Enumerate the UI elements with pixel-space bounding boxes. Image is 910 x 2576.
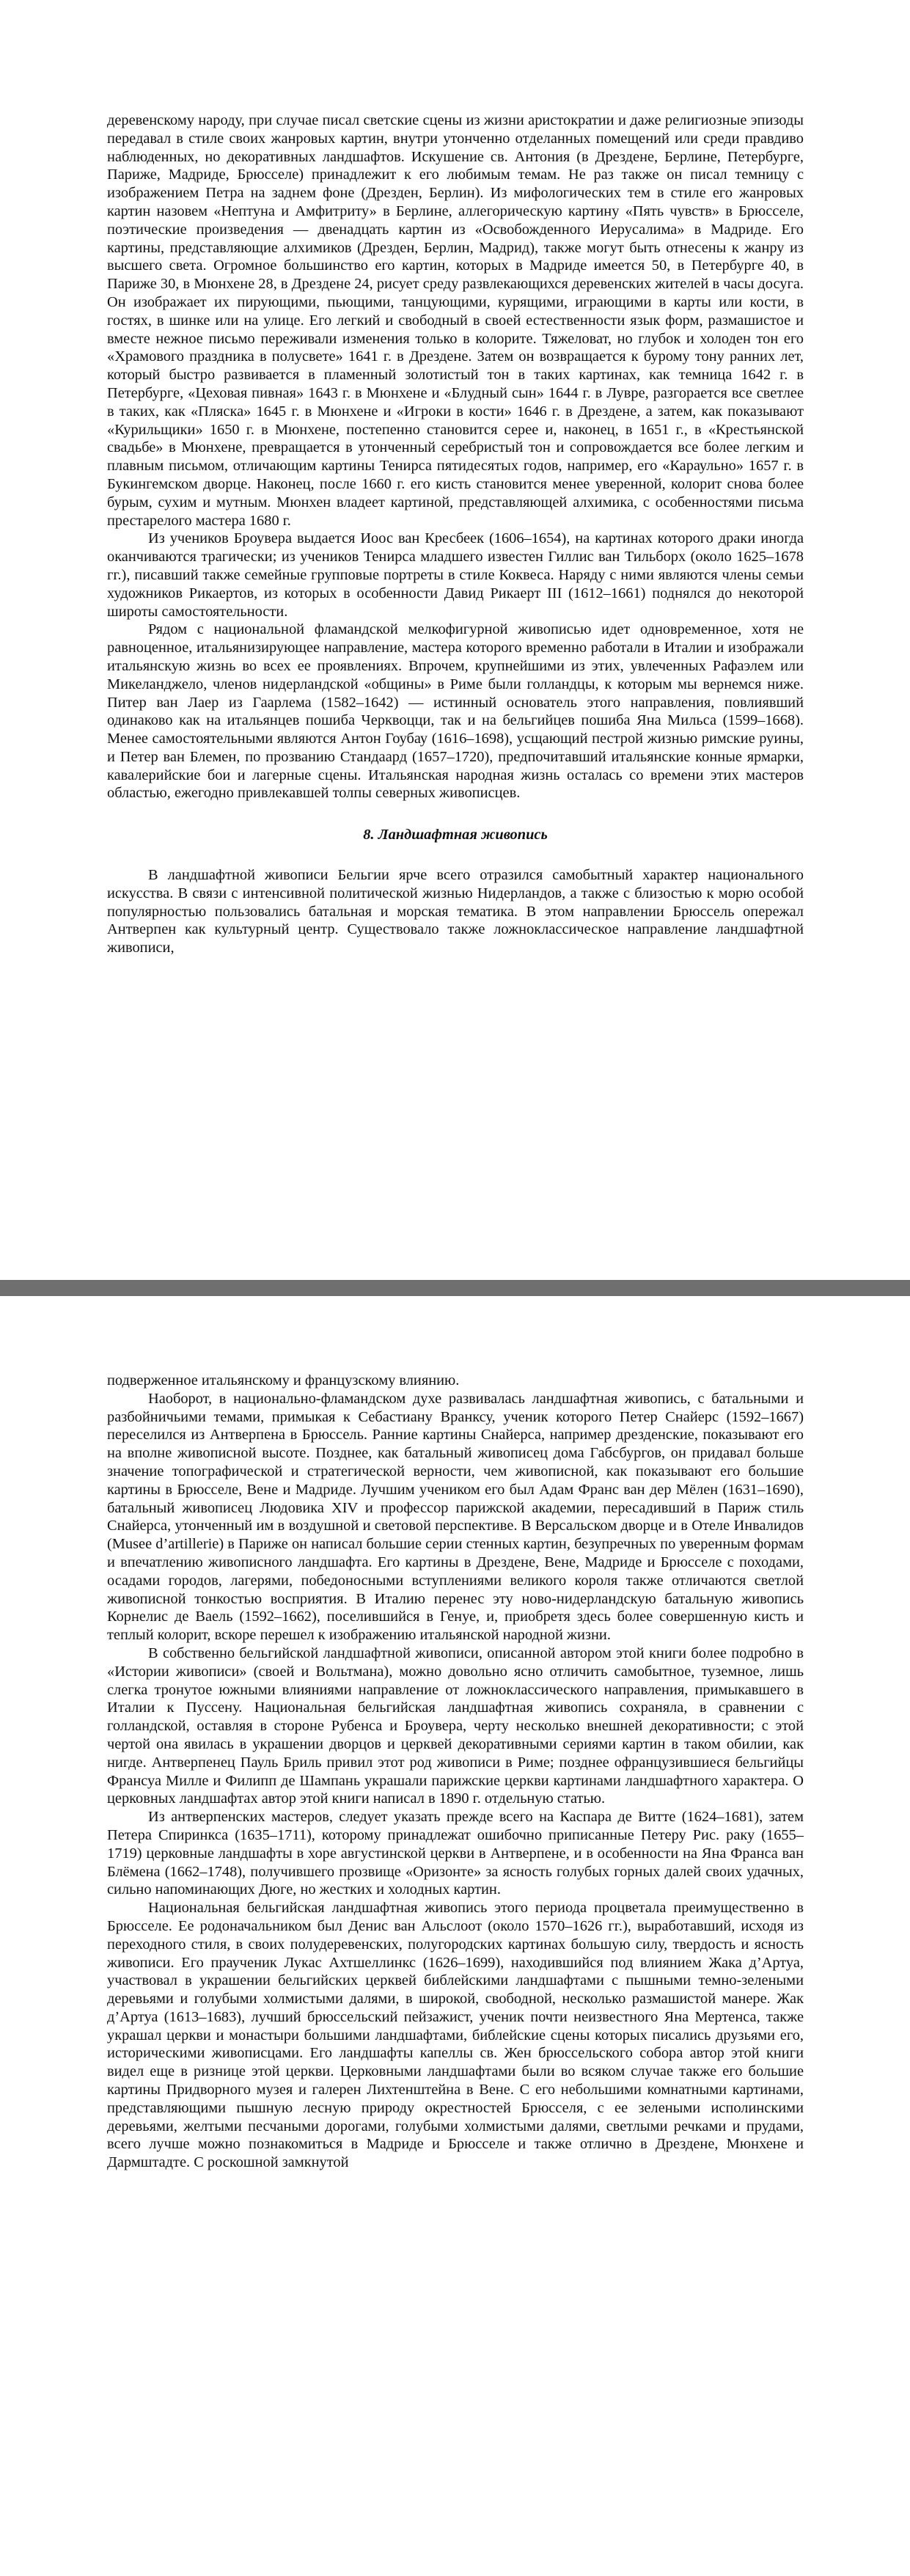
paragraph: Из учеников Броувера выдается Иоос ван Кресбеек (1606–1654), на картинах которого драки иногда оканчиваются трагически; из учеников Тенирса младшего известен Гиллис ван Тильборх (около 1625–1678 гг.), писавший также семейные групповые портреты в стиле Коквеса. Наряду с ними являются члены семьи художников Рикаертов, из которых в особенности Давид Рикаерт III (1612–1661) поднялся до некоторой широты самостоятельности.	[107, 530, 804, 620]
page-2-text-block	[107, 1372, 804, 2172]
page-separator	[0, 1280, 910, 1296]
paragraph: В ландшафтной живописи Бельгии ярче всего отразился самобытный характер национального искусства. В связи с интенсивной политической жизнью Нидерландов, а также с близостью к морю особой популярностью пользовались батальная и морская тематика. В этом направлении Брюссель опережал Антверпен как культурный центр. Существовало также ложноклассическое направление ландшафтной живописи,	[107, 867, 804, 956]
paragraph: подверженное итальянскому и французскому влиянию.	[107, 1372, 460, 1388]
page-2	[0, 1296, 910, 2576]
paragraph: Наоборот, в национально-фламандском духе развивалась ландшафтная живопись, с батальными и разбойничьими темами, примыкая к Себастиану Вранксу, ученик которого Петер Снайерс (1592–1667) переселился из Антверпена в Брюссель. Ранние картины Снайерса, например дрезденские, показывают его на вполне живописной высоте. Позднее, как батальный живописец дома Габсбургов, он придавал больше значение топографической и стратегической верности, чем живописной, как показывают его большие картины в Брюсселе, Вене и Мадриде. Лучшим учеником его был Адам Франс ван дер Мёлен (1631–1690), батальный живописец Людовика XIV и профессор парижской академии, пересадивший в Париж стиль Снайерса, утонченный им в воздушной и световой перспективе. В Версальском дворце и в Отеле Инвалидов (Musee d’artillerie) в Париже он написал большие серии стенных картин, безупречных по уверенным формам и впечатлению живописного ландшафта. Его картины в Дрездене, Вене, Мадриде и Брюсселе с походами, осадами городов, лагерями, победоносными вступлениями великого короля также отличаются светлой живописной тонкостью восприятия. В Италию перенес эту ново-нидерландскую батальную живопись Корнелис де Ваель (1592–1662), поселившийся в Генуе, и, приобретя здесь более совершенную кисть и теплый колорит, вскоре перешел к изображению итальянской народной жизни.	[107, 1390, 804, 1644]
paragraph: Из антверпенских мастеров, следует указать прежде всего на Каспара де Витте (1624–1681), затем Петера Спиринкса (1635–1711), которому принадлежат ошибочно приписанные Петеру Рис. раку (1655–1719) церковные ландшафты в хоре августинской церкви в Антверпене, и в особенности на Яна Франса ван Блёмена (1662–1748), получившего прозвище «Оризонте» за ясность голубых горных далей своих удачных, сильно напоминающих Дюге, но жестких и холодных картин.	[107, 1809, 804, 1898]
paragraph: В собственно бельгийской ландшафтной живописи, описанной автором этой книги более подробно в «Истории живописи» (своей и Вольтмана), можно довольно ясно отличить самобытное, туземное, лишь слегка тронутое южными влияниями направление от ложноклассического направления, примыкавшего в Италии к Пуссену. Национальная бельгийская ландшафтная живопись сохраняла, в сравнении с голландской, оставляя в стороне Рубенса и Броувера, черту несколько внешней декоративности; с этой чертой она явилась в украшении дворцов и церквей декоративными сериями картин в таком обилии, как нигде. Антверпенец Пауль Бриль привил этот род живописи в Риме; позднее офранцузившиеся бельгийцы Франсуа Милле и Филипп де Шампань украшали парижские церкви картинами ландшафтного характера. О церковных ландшафтах автор этой книги написал в 1890 г. отдельную статью.	[107, 1644, 804, 1807]
paragraph: деревенскому народу, при случае писал светские сцены из жизни аристократии и даже религиозные эпизоды передавал в стиле своих жанровых картин, внутри утонченно отделанных помещений или среди правдиво наблюденных, но декоративных ландшафтов. Искушение св. Антония (в Дрездене, Берлине, Петербурге, Париже, Мадриде, Брюсселе) принадлежит к его любимым темам. Не раз также он писал темницу с изображением Петра на заднем фоне (Дрезден, Берлин). Из мифологических тем в стиле его жанровых картин назовем «Нептуна и Амфитриту» в Берлине, аллегорическую картину «Пять чувств» в Брюсселе, поэтические произведения — двенадцать картин из «Освобожденного Иерусалима» в Мадриде. Его картины, представляющие алхимиков (Дрезден, Берлин, Мадрид), также могут быть отнесены к жанру из высшего света. Огромное большинство его картин, которых в Мадриде имеется 50, в Петербурге 40, в Париже 30, в Мюнхене 28, в Дрездене 24, рисует среду развлекающихся деревенских жителей в часы досуга. Он изображает их пирующими, пьющими, танцующими, курящими, играющими в карты или кости, в гостях, в шинке или на улице. Его легкий и свободный в своей естественности язык форм, размашистое и вместе нежное письмо переживали изменения только в колорите. Тяжеловат, но глубок и холоден тон его «Храмового праздника в полусвете» 1641 г. в Дрездене. Затем он возвращается к бурому тону ранних лет, который быстро развивается в пламенный золотистый тон в таких картинах, как темница 1642 г. в Петербурге, «Цеховая пивная» 1643 г. в Мюнхене и «Блудный сын» 1644 г. в Лувре, разгорается все светлее в таких, как «Пляска» 1645 г. в Мюнхене и «Игроки в кости» 1646 г. в Дрездене, а затем, как показывают «Курильщики» 1650 г. в Мюнхене, постепенно становится серее и, наконец, в 1651 г., в «Крестьянской свадьбе» в Мюнхене, превращается в утонченный серебристый тон и сопровождается все более легким и плавным письмом, отличающим картины Тенирса пятидесятых годов, например, его «Караульно» 1657 г. в Букингемском дворце. Наконец, после 1660 г. его кисть становится менее уверенной, колорит снова более бурым, сухим и мутным. Мюнхен владеет картиной, представляющей алхимика, с особенностями письма престарелого мастера 1680 г.	[107, 112, 804, 529]
paragraph: Рядом с национальной фламандской мелкофигурной живописью идет одновременное, хотя не равноценное, итальянизирующее направление, мастера которого временно работали в Италии и изображали итальянскую жизнь во всех ее проявлениях. Впрочем, крупнейшими из этих, увлеченных Рафаэлем или Микеланджело, членов нидерландской «общины» в Риме были голландцы, к которым мы вернемся ниже. Питер ван Лаер из Гаарлема (1582–1642) — истинный основатель этого направления, повлиявший одинаково как на итальянцев пошиба Черквоцци, так и на бельгийцев пошиба Яна Мильса (1599–1668). Менее самостоятельными являются Антон Гоубау (1616–1698), усщающий пестрой жизнью римские руины, и Петер ван Блемен, по прозванию Стандаард (1657–1720), предпочитавший итальянские конные ярмарки, кавалерийские бои и лагерные сцены. Итальянская народная жизнь осталась со времени этих мастеров областью, ежегодно привлекавшей толпы северных живописцев.	[107, 621, 804, 802]
paragraph: Национальная бельгийская ландшафтная живопись этого периода процветала преимущественно в Брюсселе. Ее родоначальником был Денис ван Альслоот (около 1570–1626 гг.), выработавший, исходя из переходного стиля, в своих полудеревенских, полугородских картинах большую силу, твердость и ясность живописи. Его праученик Лукас Ахтшеллинкс (1626–1699), находившийся под влиянием Жака д’Артуа, участвовал в украшении бельгийских церквей библейскими ландшафтами с пышными темно-зелеными деревьями и голубыми холмистыми далями, в широкой, свободной, несколько размашистой манере. Жак д’Артуа (1613–1683), лучший брюссельский пейзажист, ученик почти неизвестного Яна Мертенса, также украшал церкви и монастыри большими ландшафтами, библейские сцены которых писались друзьями его, историческими живописцами. Его ландшафты капеллы св. Жен брюссельского собора автор этой книги видел еще в ризнице этой церкви. Церковными ландшафтами были во всяком случае также его большие картины Придворного музея и галерен Лихтенштейна в Вене. С его небольшими комнатными картинами, представляющими пышную лесную природу окрестностей Брюсселя, с ее зелеными исполинскими деревьями, желтыми песчаными дорогами, голубыми холмистыми далями, светлыми речками и прудами, всего лучше можно познакомиться в Мадриде и Брюсселе и также отлично в Дрездене, Мюнхене и Дармштадте. С роскошной замкнутой	[107, 1900, 804, 2171]
page-1-text-block	[107, 111, 804, 957]
section-heading: 8. Ландшафтная живопись	[363, 827, 548, 844]
page-1	[0, 0, 910, 1280]
